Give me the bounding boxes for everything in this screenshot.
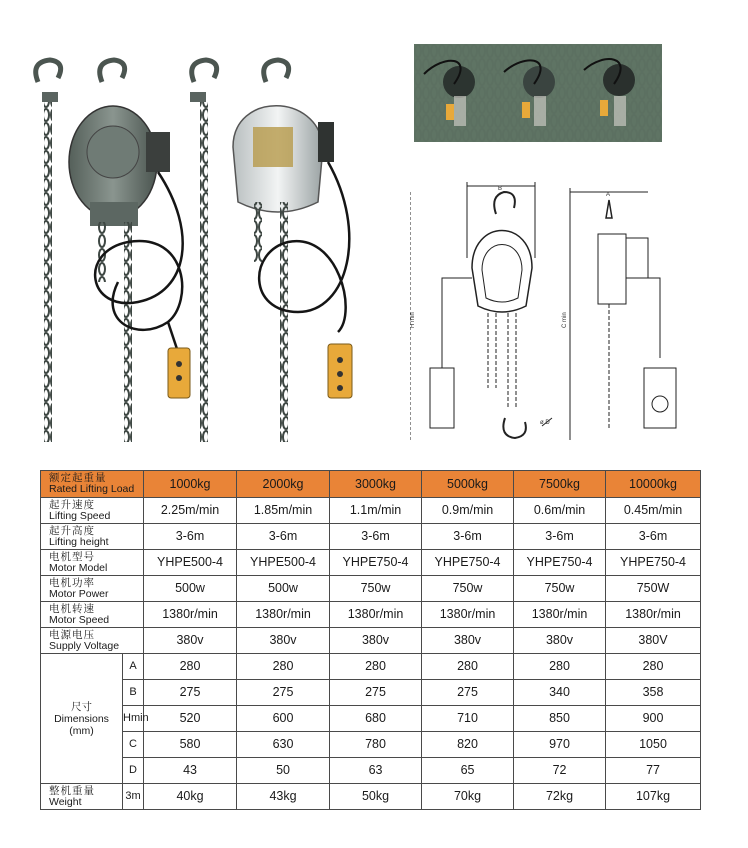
dimension-row: [41, 732, 701, 758]
capacity-cell: 7500kg: [514, 471, 606, 498]
table-cell: 43kg: [237, 784, 330, 810]
table-cell: 580: [144, 732, 237, 758]
table-cell: 820: [422, 732, 514, 758]
table-cell: 780: [330, 732, 422, 758]
rated-load-label: 额定起重量 Rated Lifting Load: [41, 471, 144, 498]
table-row: [41, 628, 701, 654]
dimension-key: A: [123, 654, 144, 680]
table-header-row: [41, 471, 701, 498]
table-cell: 970: [514, 732, 606, 758]
row-label: 电源电压 Supply Voltage: [41, 628, 144, 654]
table-cell: 77: [606, 758, 701, 784]
table-cell: 50: [237, 758, 330, 784]
table-cell: 0.45m/min: [606, 498, 701, 524]
table-cell: 500w: [144, 576, 237, 602]
table-cell: 380v: [330, 628, 422, 654]
table-cell: 72kg: [514, 784, 606, 810]
row-label: 整机重量 Weight: [41, 784, 123, 810]
table-cell: YHPE750-4: [422, 550, 514, 576]
table-cell: 1380r/min: [144, 602, 237, 628]
table-cell: 0.9m/min: [422, 498, 514, 524]
table-cell: 275: [330, 680, 422, 706]
table-cell: YHPE750-4: [514, 550, 606, 576]
dimension-row: [41, 706, 701, 732]
table-row: [41, 550, 701, 576]
capacity-cell: 3000kg: [330, 471, 422, 498]
dimension-key: C: [123, 732, 144, 758]
row-label: 电机型号 Motor Model: [41, 550, 144, 576]
table-row: [41, 602, 701, 628]
table-cell: 850: [514, 706, 606, 732]
dimension-key: Hmin: [123, 706, 144, 732]
table-cell: 630: [237, 732, 330, 758]
table-cell: 43: [144, 758, 237, 784]
table-cell: 900: [606, 706, 701, 732]
table-cell: 500w: [237, 576, 330, 602]
dimension-key: B: [123, 680, 144, 706]
table-cell: 275: [144, 680, 237, 706]
table-cell: 520: [144, 706, 237, 732]
table-cell: 107kg: [606, 784, 701, 810]
table-cell: 40kg: [144, 784, 237, 810]
spec-table: [40, 470, 701, 810]
table-row: [41, 524, 701, 550]
table-cell: YHPE750-4: [606, 550, 701, 576]
table-cell: 50kg: [330, 784, 422, 810]
table-cell: 1380r/min: [514, 602, 606, 628]
table-cell: 380v: [514, 628, 606, 654]
drawing-label-hmin: H min: [410, 312, 416, 328]
capacity-cell: 5000kg: [422, 471, 514, 498]
capacity-cell: 1000kg: [144, 471, 237, 498]
technical-drawing: [410, 178, 690, 450]
dimension-key: D: [123, 758, 144, 784]
product-photo: [414, 44, 662, 142]
table-cell: 280: [330, 654, 422, 680]
table-cell: 380V: [606, 628, 701, 654]
table-cell: 3-6m: [606, 524, 701, 550]
table-cell: 3-6m: [422, 524, 514, 550]
table-cell: 72: [514, 758, 606, 784]
drawing-label-b: B: [498, 186, 503, 192]
drawing-label-cmin: C min: [562, 312, 568, 328]
drawing-label-d: ø D: [540, 420, 550, 426]
row-label: 电机功率 Motor Power: [41, 576, 144, 602]
table-cell: 280: [606, 654, 701, 680]
table-cell: 65: [422, 758, 514, 784]
weight-row: [41, 784, 701, 810]
table-cell: YHPE750-4: [330, 550, 422, 576]
table-row: [41, 576, 701, 602]
table-cell: 750w: [330, 576, 422, 602]
table-cell: 380v: [422, 628, 514, 654]
table-cell: 380v: [144, 628, 237, 654]
dimension-row: [41, 680, 701, 706]
table-cell: 3-6m: [237, 524, 330, 550]
table-row: [41, 498, 701, 524]
table-cell: 340: [514, 680, 606, 706]
row-label: 起升高度 Lifting height: [41, 524, 144, 550]
table-cell: 1050: [606, 732, 701, 758]
table-cell: 0.6m/min: [514, 498, 606, 524]
row-label: 电机转速 Motor Speed: [41, 602, 144, 628]
row-label: 起升速度 Lifting Speed: [41, 498, 144, 524]
table-cell: 275: [422, 680, 514, 706]
table-cell: 1.1m/min: [330, 498, 422, 524]
capacity-cell: 2000kg: [237, 471, 330, 498]
table-cell: 3-6m: [144, 524, 237, 550]
table-cell: 275: [237, 680, 330, 706]
table-cell: 1380r/min: [330, 602, 422, 628]
table-cell: 1.85m/min: [237, 498, 330, 524]
table-cell: 3-6m: [330, 524, 422, 550]
table-cell: 280: [422, 654, 514, 680]
dimension-row: [41, 758, 701, 784]
table-cell: 280: [144, 654, 237, 680]
table-cell: 680: [330, 706, 422, 732]
table-cell: 1380r/min: [606, 602, 701, 628]
table-cell: YHPE500-4: [237, 550, 330, 576]
drawing-label-a: A: [606, 192, 611, 198]
table-cell: 2.25m/min: [144, 498, 237, 524]
table-cell: 380v: [237, 628, 330, 654]
hoist-product-illustration: [18, 52, 388, 452]
table-cell: 280: [237, 654, 330, 680]
table-cell: 750w: [514, 576, 606, 602]
table-cell: 1380r/min: [237, 602, 330, 628]
table-cell: 63: [330, 758, 422, 784]
capacity-cell: 10000kg: [606, 471, 701, 498]
dimension-row: [41, 654, 701, 680]
dimensions-label: 尺寸 Dimensions (mm): [41, 654, 123, 784]
table-cell: YHPE500-4: [144, 550, 237, 576]
table-cell: 1380r/min: [422, 602, 514, 628]
table-cell: 600: [237, 706, 330, 732]
table-cell: 70kg: [422, 784, 514, 810]
table-cell: 710: [422, 706, 514, 732]
table-cell: 750W: [606, 576, 701, 602]
table-cell: 750w: [422, 576, 514, 602]
table-cell: 358: [606, 680, 701, 706]
weight-sub-label: 3m: [123, 784, 144, 810]
table-cell: 280: [514, 654, 606, 680]
table-cell: 3-6m: [514, 524, 606, 550]
